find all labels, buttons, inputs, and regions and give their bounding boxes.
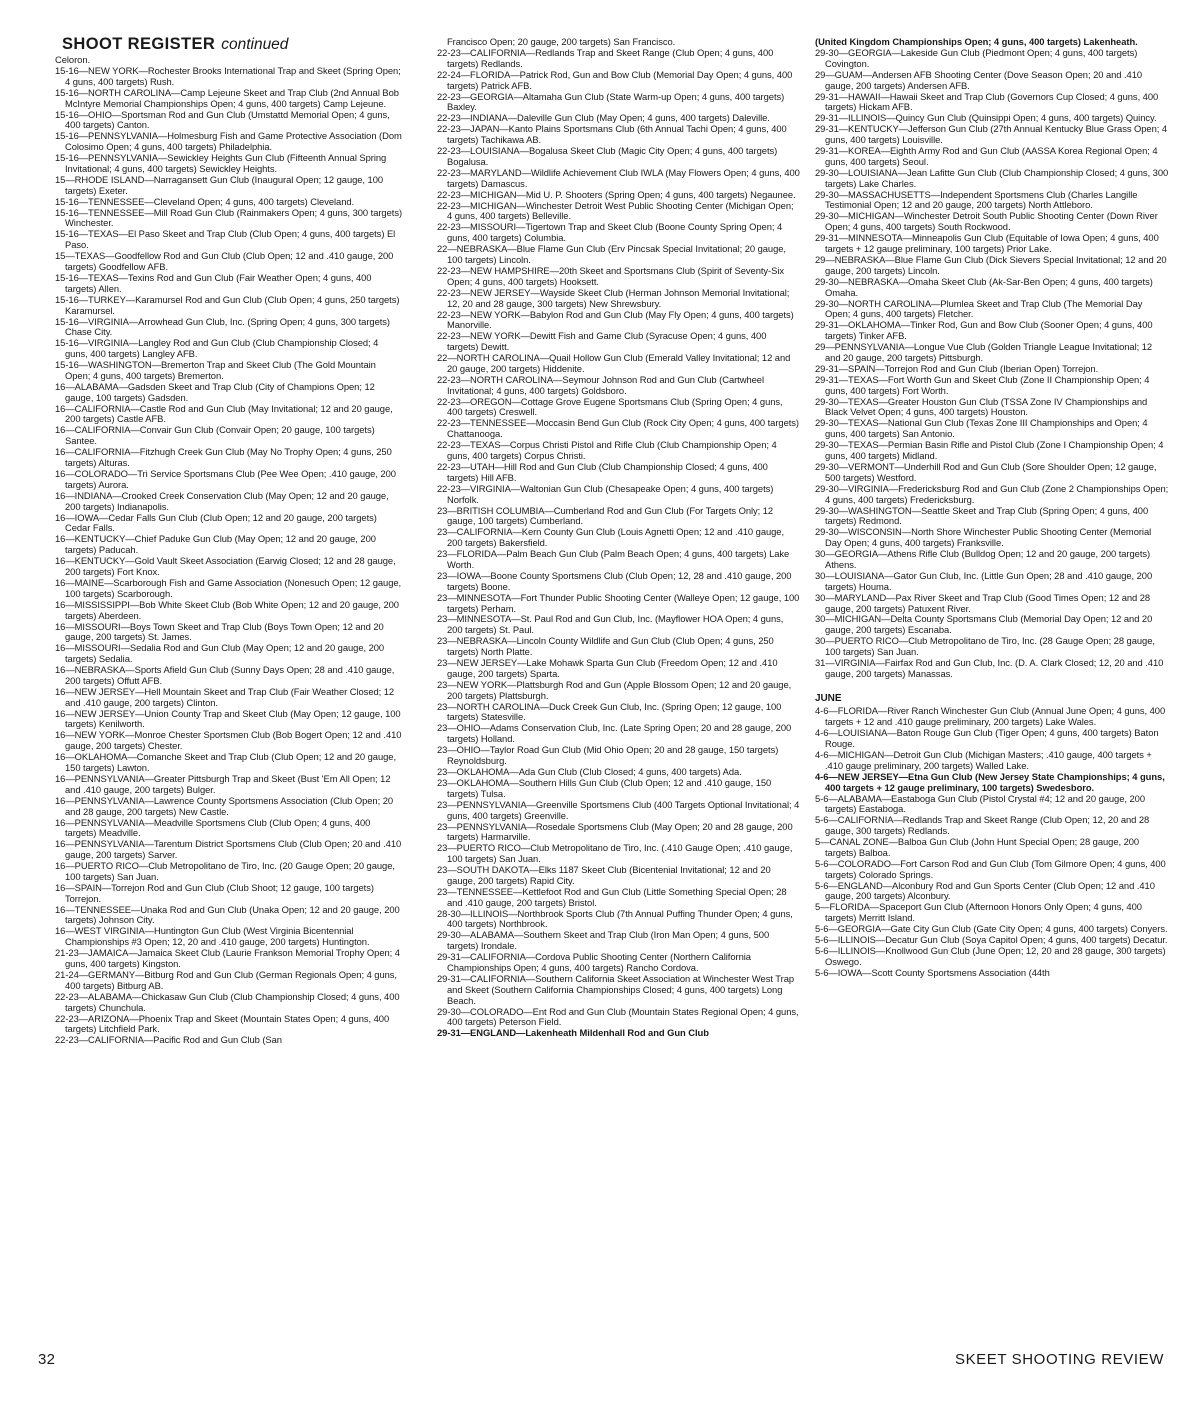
listing-entry: 15-16—TENNESSEE—Mill Road Gun Club (Rainmakers Open; 4 guns, 300 targets) Winchester. [55,206,403,229]
listing-entry: 5-6—CALIFORNIA—Redlands Trap and Skeet Range (Club Open; 12, 20 and 28 gauge, 300 targets) Redlands. [815,814,1150,837]
listing-entry: 22-23—ARIZONA—Phoenix Trap and Skeet (Mountain States Open; 4 guns, 400 targets) Litchfield Park. [55,1012,390,1035]
listing-entry: 16—NEW JERSEY—Union County Trap and Skeet Club (May Open; 12 gauge, 100 targets) Kenilworth. [55,707,401,730]
listing-entry: 23—PENNSYLVANIA—Rosedale Sportsmens Club (May Open; 20 and 28 gauge, 200 targets) Harmarville. [437,820,793,843]
listing-entry-bold: (United Kingdom Championships Open; 4 guns, 400 targets) Lakenheath. [815,36,1138,47]
column-right [815,37,1170,979]
listing-entry-bold: 29-31—ENGLAND—Lakenheath Mildenhall Rod and Gun Club [437,1027,709,1039]
listing-entry: 23—OHIO—Taylor Road Gun Club (Mid Ohio Open; 20 and 28 gauge, 150 targets) Reynoldsburg. [437,744,779,766]
listing-entry: 22-23—MARYLAND—Wildlife Achievement Club IWLA (May Flowers Open; 4 guns, 400 targets) Damascus. [437,166,800,189]
listing-entry: 22-23—OREGON—Cottage Grove Eugene Sportsmans Club (Spring Open; 4 guns, 400 targets) Creswell. [437,395,783,418]
listing-entry: 23—PENNSYLVANIA—Greenville Sportsmens Club (400 Targets Optional Invitational; 4 guns, 400 targets) Greenville. [437,798,800,821]
listing-entry: Celoron. [55,54,91,65]
listing-entry: 22-23—NEW YORK—Dewitt Fish and Game Club (Syracuse Open; 4 guns, 400 targets) Dewitt. [437,330,767,353]
listing-entry: 15—RHODE ISLAND—Narragansett Gun Club (Inaugural Open; 12 gauge, 100 targets) Exeter. [55,173,384,196]
listing-entry: 16—TENNESSEE—Unaka Rod and Gun Club (Unaka Open; 12 and 20 gauge, 200 targets) Johnson City. [55,903,400,926]
listing-entry: 29-30—LOUISIANA—Jean Lafitte Gun Club (Club Championship Closed; 4 guns, 300 targets) Lake Charles. [815,166,1169,189]
listing-entry: 5-6—ENGLAND—Alconbury Rod and Gun Sports Center (Club Open; 12 and .410 gauge, 200 targets) Alconbury. [815,879,1155,902]
listing-entry: 22-23—MICHIGAN—Mid U. P. Shooters (Spring Open; 4 guns, 400 targets) Negaunee. [437,188,796,200]
listing-entry: 30—GEORGIA—Athens Rifle Club (Bulldog Open; 12 and 20 gauge, 200 targets) Athens. [815,548,1151,570]
listing-entry: 29-31—KENTUCKY—Jefferson Gun Club (27th Annual Kentucky Blue Grass Open; 4 guns, 400 targets) Louisville. [815,123,1168,146]
listing-entry: 29-30—VERMONT—Underhill Rod and Gun Club (Sore Shoulder Open; 12 gauge, 500 targets) Westford. [815,461,1157,483]
listing-entry: 29-30—COLORADO—Ent Rod and Gun Club (Mountain States Regional Open; 4 guns, 400 targets) Peterson Field. [437,1005,799,1028]
listing-entry: 29-31—MINNESOTA—Minneapolis Gun Club (Equitable of Iowa Open; 4 guns, 400 targets + 12 gauge preliminary, 100 targets) Prior Lake. [815,232,1159,255]
listing-entry: 16—COLORADO—Tri Service Sportsmans Club (Pee Wee Open; .410 gauge, 200 targets) Aurora. [55,468,396,490]
listing-entry: 23—MINNESOTA—Fort Thunder Public Shooting Center (Walleye Open; 12 gauge, 100 targets) Perham. [437,591,800,614]
listing-entry: Francisco Open; 20 gauge, 200 targets) San Francisco. [447,36,676,47]
listing-entry: 16—CALIFORNIA—Castle Rod and Gun Club (May Invitational; 12 and 20 gauge, 200 targets) Castle AFB. [55,402,393,425]
listing-entry: 4-6—FLORIDA—River Ranch Winchester Gun Club (Annual June Open; 4 guns, 400 targets + 12 and .410 gauge preliminary, 200 targets) Lake Wales. [815,705,1166,728]
listing-entry: 29-30—MICHIGAN—Winchester Detroit South Public Shooting Center (Down River Open; 4 guns, 400 targets) South Rockwood. [815,210,1158,233]
listing-entry: 23—NEW YORK—Plattsburgh Rod and Gun (Apple Blossom Open; 12 and 20 gauge, 200 targets) Plattsburgh. [437,678,792,701]
listing-entry: 29-30—WASHINGTON—Seattle Skeet and Trap Club (Spring Open; 4 guns, 400 targets) Redmond. [815,504,1149,527]
listing-entry: 21-23—JAMAICA—Jamaica Skeet Club (Laurie Frankson Memorial Trophy Open; 4 guns, 400 targets) Kingston. [55,947,400,970]
listing-entry: 16—NEBRASKA—Sports Afield Gun Club (Sunny Days Open; 28 and .410 gauge, 200 targets) Offutt AFB. [55,664,395,686]
listing-entry: 16—OKLAHOMA—Comanche Skeet and Trap Club (Club Open; 12 and 20 gauge, 150 targets) Lawton. [55,751,397,773]
listing-entry: 16—MISSOURI—Boys Town Skeet and Trap Club (Boys Town Open; 12 and 20 gauge, 200 targets) St. James. [55,620,384,643]
listing-entry: 29—NEBRASKA—Blue Flame Gun Club (Dick Sievers Special Invitational; 12 and 20 gauge, 200 targets) Lincoln. [815,254,1167,276]
listing-entry: 29-30—NORTH CAROLINA—Plumlea Skeet and Trap Club (The Memorial Day Open; 4 guns, 400 targets) Fletcher. [815,297,1143,320]
listing-entry: 5—FLORIDA—Spaceport Gun Club (Afternoon Honors Only Open; 4 guns, 400 targets) Merritt Island. [815,901,1142,924]
listing-entry: 29-30—TEXAS—Greater Houston Gun Club (TSSA Zone IV Championships and Black Velvet Open; 4 guns, 400 targets) Houston. [815,395,1148,418]
listing-entry: 22-23—ALABAMA—Chickasaw Gun Club (Club Championship Closed; 4 guns, 400 targets) Chunchula. [55,990,400,1013]
listing-entry: 29-31—TEXAS—Fort Worth Gun and Skeet Club (Zone II Championship Open; 4 guns, 400 targets) Fort Worth. [815,373,1150,396]
section-continued-label: continued [221,36,289,53]
listing-entry: 5-6—ALABAMA—Eastaboga Gun Club (Pistol Crystal #4; 12 and 20 gauge, 200 targets) Eastaboga. [815,792,1145,815]
listing-entry: 15-16—WASHINGTON—Bremerton Trap and Skeet Club (The Gold Mountain Open; 4 guns, 400 targets) Bremerton. [55,359,376,381]
listing-entry: 23—CALIFORNIA—Kern County Gun Club (Louis Agnetti Open; 12 and .410 gauge, 200 targets) Bakersfield. [437,526,785,549]
listing-entry: 16—MISSISSIPPI—Bob White Skeet Club (Bob White Open; 12 and 20 gauge, 200 targets) Aberdeen. [55,598,399,621]
listing-entry: 29-31—OKLAHOMA—Tinker Rod, Gun and Bow Club (Sooner Open; 4 guns, 400 targets) Tinker AFB. [815,319,1153,342]
listing-entry: 16—KENTUCKY—Chief Paduke Gun Club (May Open; 12 and 20 gauge, 200 targets) Paducah. [55,533,376,556]
listing-entry: 22-23—UTAH—Hill Rod and Gun Club (Club Championship Closed; 4 guns, 400 targets) Hill AFB. [437,461,768,483]
listing-entry: 30—LOUISIANA—Gator Gun Club, Inc. (Little Gun Open; 28 and .410 gauge, 200 targets) Houma. [815,569,1153,592]
listing-entry: 16—CALIFORNIA—Fitzhugh Creek Gun Club (May No Trophy Open; 4 guns, 250 targets) Alturas. [55,446,392,469]
listing-entry: 15-16—PENNSYLVANIA—Holmesburg Fish and Game Protective Association (Dom Colosimo Open; 4 guns, 400 targets) Philadelphia. [55,130,402,153]
listing-entry: 29-30—TEXAS—Permian Basin Rifle and Pistol Club (Zone I Championship Open; 4 guns, 400 targets) Midland. [815,439,1164,462]
listing-entry: 16—NEW YORK—Monroe Chester Sportsmen Club (Bob Bogert Open; 12 and .410 gauge, 200 targets) Chester. [55,729,402,752]
listing-entry: 5—CANAL ZONE—Balboa Gun Club (John Hunt Special Open; 28 gauge, 200 targets) Balboa. [815,836,1140,858]
column-middle [437,37,800,1039]
listing-entry: 16—PUERTO RICO—Club Metropolitano de Tiro, Inc. (20 Gauge Open; 20 gauge, 100 targets) San Juan. [55,860,395,882]
listing-entry: 15-16—TEXAS—Texins Rod and Gun Club (Fair Weather Open; 4 guns, 400 targets) Allen. [55,272,372,294]
section-header [62,35,288,54]
listing-entry: 29—PENNSYLVANIA—Longue Vue Club (Golden Triangle League Invitational; 12 and 20 gauge, 200 targets) Pittsburgh. [815,341,1153,363]
listing-entry: 5-6—ILLINOIS—Knollwood Gun Club (June Open; 12, 20 and 28 gauge, 300 targets) Oswego. [815,945,1166,968]
listing-entry: 23—MINNESOTA—St. Paul Rod and Gun Club, Inc. (Mayflower HOA Open; 4 guns, 200 targets) St. Paul. [437,613,784,636]
listing-entry: 22-23—NEW JERSEY—Wayside Skeet Club (Herman Johnson Memorial Invitational; 12, 20 and 28 gauge, 300 targets) New Shrewsbury. [437,286,790,309]
listing-entry: 22-23—NEW YORK—Babylon Rod and Gun Club (May Fly Open; 4 guns, 400 targets) Manorville. [437,308,794,331]
listing-entry: 16—PENNSYLVANIA—Meadville Sportsmens Club (Club Open; 4 guns, 400 targets) Meadville. [55,816,371,839]
listing-entry: 29-30—VIRGINIA—Fredericksburg Rod and Gun Club (Zone 2 Championships Open; 4 guns, 400 targets) Fredericksburg. [815,482,1169,505]
listing-entry: 22-23—CALIFORNIA—Redlands Trap and Skeet Range (Club Open; 4 guns, 400 targets) Redlands. [437,46,774,69]
listing-entry-bold: 4-6—NEW JERSEY—Etna Gun Club (New Jersey State Championships; 4 guns, 400 targets + 12 gauge preliminary, 100 targets) Swedesboro. [815,770,1165,793]
listing-entry: 16—PENNSYLVANIA—Tarentum District Sportsmens Club (Club Open; 20 and .410 gauge, 200 targets) Sarver. [55,838,402,861]
listing-entry: 15-16—NORTH CAROLINA—Camp Lejeune Skeet and Trap Club (2nd Annual Bob McIntyre Memorial Championships Open; 4 guns, 400 targets) Camp Lejeune. [55,86,399,109]
month-heading-june: JUNE [815,692,842,704]
listing-entry: 23—BRITISH COLUMBIA—Cumberland Rod and Gun Club (For Targets Only; 12 gauge, 100 targets) Cumberland. [437,504,774,527]
listing-entry: 29-31—ILLINOIS—Quincy Gun Club (Quinsippi Open; 4 guns, 400 targets) Quincy. [815,112,1157,124]
listing-entry: 16—PENNSYLVANIA—Lawrence County Sportsmens Association (Club Open; 20 and 28 gauge, 200 targets) New Castle. [55,794,394,817]
listing-entry: 16—WEST VIRGINIA—Huntington Gun Club (West Virginia Bicentennial Championships #3 Open; 12, 20 and .410 gauge, 200 targets) Huntington. [55,925,370,948]
page-number: 32 [38,1351,56,1368]
listing-entry: 16—IOWA—Cedar Falls Gun Club (Club Open; 12 and 20 gauge, 200 targets) Cedar Falls. [55,511,377,534]
listing-entry: 23—TENNESSEE—Kettlefoot Rod and Gun Club (Little Something Special Open; 28 and .410 gauge, 200 targets) Bristol. [437,885,787,908]
listing-entry: 23—OKLAHOMA—Ada Gun Club (Club Closed; 4 guns, 400 targets) Ada. [437,765,742,777]
listing-entry: 15-16—NEW YORK—Rochester Brooks International Trap and Skeet (Spring Open; 4 guns, 400 targets) Rush. [55,64,401,87]
listing-entry: 22-23—TEXAS—Corpus Christi Pistol and Rifle Club (Club Championship Open; 4 guns, 400 targets) Corpus Christi. [437,439,777,462]
listing-entry: 23—OKLAHOMA—Southern Hills Gun Club (Club Open; 12 and .410 gauge, 150 targets) Tulsa. [437,776,772,799]
listing-entry: 22-23—MICHIGAN—Winchester Detroit West Public Shooting Center (Michigan Open; 4 guns, 400 targets) Belleville. [437,199,794,222]
listing-entry: 22-23—MISSOURI—Tigertown Trap and Skeet Club (Boone County Spring Open; 4 guns, 400 targets) Columbia. [437,221,783,244]
listing-entry: 4-6—MICHIGAN—Detroit Gun Club (Michigan Masters; .410 gauge, 400 targets + .410 gauge preliminary, 200 targets) Walled Lake. [815,749,1152,771]
listing-entry: 16—INDIANA—Crooked Creek Conservation Club (May Open; 12 and 20 gauge, 200 targets) Indianapolis. [55,489,389,512]
listing-entry: 5-6—GEORGIA—Gate City Gun Club (Gate City Open; 4 guns, 400 targets) Conyers. [815,923,1168,935]
listing-entry: 23—PUERTO RICO—Club Metropolitano de Tiro, Inc. (.410 Gauge Open; .410 gauge, 100 targets) San Juan. [437,842,793,865]
listing-entry: 29-30—GEORGIA—Lakeside Gun Club (Piedmont Open; 4 guns, 400 targets) Covington. [815,46,1138,69]
listing-entry: 22-23—LOUISIANA—Bogalusa Skeet Club (Magic City Open; 4 guns, 400 targets) Bogalusa. [437,145,778,167]
listing-entry: 30—MARYLAND—Pax River Skeet and Trap Club (Good Times Open; 12 and 28 gauge, 200 targets) Patuxent River. [815,591,1151,614]
listing-entry: 15-16—VIRGINIA—Langley Rod and Gun Club (Club Championship Closed; 4 guns, 400 targets) Langley AFB. [55,337,379,360]
listing-entry: 15-16—PENNSYLVANIA—Sewickley Heights Gun Club (Fifteenth Annual Spring Invitational; 4 guns, 400 targets) Sewickley Heights. [55,152,387,174]
listing-entry: 31—VIRGINIA—Fairfax Rod and Gun Club, Inc. (D. A. Clark Closed; 12, 20 and .410 gauge, 200 targets) Manassas. [815,657,1164,679]
listing-entry: 5-6—COLORADO—Fort Carson Rod and Gun Club (Tom Gilmore Open; 4 guns, 400 targets) Colorado Springs. [815,857,1166,880]
section-title: SHOOT REGISTER [62,35,216,53]
listing-entry: 23—NORTH CAROLINA—Duck Creek Gun Club, Inc. (Spring Open; 12 gauge, 100 targets) Statesville. [437,700,782,723]
listing-entry: 22—NORTH CAROLINA—Quail Hollow Gun Club (Emerald Valley Invitational; 12 and 20 gauge, 200 targets) Hiddenite. [437,352,791,374]
listing-entry: 22—NEBRASKA—Blue Flame Gun Club (Erv Pincsak Special Invitational; 20 gauge, 100 targets) Lincoln. [437,243,786,265]
listing-entry: 22-23—TENNESSEE—Moccasin Bend Gun Club (Rock City Open; 4 guns, 400 targets) Chattanooga. [437,417,799,440]
listing-entry: 16—MISSOURI—Sedalia Rod and Gun Club (May Open; 12 and 20 gauge, 200 targets) Sedalia. [55,642,385,665]
listing-entry: 22-23—INDIANA—Daleville Gun Club (May Open; 4 guns, 400 targets) Daleville. [437,112,770,124]
listing-entry: 22-23—NORTH CAROLINA—Seymour Johnson Rod and Gun Club (Cartwheel Invitational; 4 guns, 400 targets) Goldsboro. [437,373,764,396]
listing-entry: 30—MICHIGAN—Delta County Sportsmans Club (Memorial Day Open; 12 and 20 gauge, 200 targets) Escanaba. [815,613,1153,636]
listing-entry: 22-23—NEW HAMPSHIRE—20th Skeet and Sportsmans Club (Spirit of Seventy-Six Open; 4 guns, 400 targets) Hooksett. [437,264,785,287]
listing-entry: 15-16—TEXAS—El Paso Skeet and Trap Club (Club Open; 4 guns, 400 targets) El Paso. [55,228,396,251]
listing-entry: 29-31—SPAIN—Torrejon Rod and Gun Club (Iberian Open) Torrejon. [815,362,1099,374]
listing-entry: 16—KENTUCKY—Gold Vault Skeet Association (Earwig Closed; 12 and 28 gauge, 200 targets) Fort Knox. [55,555,396,577]
column-left [55,55,403,1046]
listing-entry: 16—CALIFORNIA—Convair Gun Club (Convair Open; 20 gauge, 100 targets) Santee. [55,424,375,447]
listing-entry: 16—PENNSYLVANIA—Greater Pittsburgh Trap and Skeet (Bust 'Em All Open; 12 and .410 gauge, 200 targets) Bulger. [55,772,391,795]
listing-entry: 16—SPAIN—Torrejon Rod and Gun Club (Club Shoot; 12 gauge, 100 targets) Torrejon. [55,881,374,904]
listing-entry: 29-31—CALIFORNIA—Southern California Skeet Association at Winchester West Trap and Skeet (Southern California Championships Closed; 4 guns, 400 targets) Long Beach. [437,972,795,1006]
listing-entry: 22-23—VIRGINIA—Waltonian Gun Club (Chesapeake Open; 4 guns, 400 targets) Norfolk. [437,482,774,505]
listing-entry: 29-30—NEBRASKA—Omaha Skeet Club (Ak-Sar-Ben Open; 4 guns, 400 targets) Omaha. [815,275,1153,298]
listing-entry: 22-23—CALIFORNIA—Pacific Rod and Gun Club (San [55,1034,282,1046]
listing-entry: 5-6—IOWA—Scott County Sportsmens Association (44th [815,967,1050,978]
listing-entry: 15-16—OHIO—Sportsman Rod and Gun Club (Umstattd Memorial Open; 4 guns, 400 targets) Canton. [55,108,390,131]
listing-entry: 23—NEW JERSEY—Lake Mohawk Sparta Gun Club (Freedom Open; 12 and .410 gauge, 200 targets) Sparta. [437,657,778,679]
listing-entry: 29-31—HAWAII—Hawaii Skeet and Trap Club (Governors Cup Closed; 4 guns, 400 targets) Hickam AFB. [815,90,1159,113]
listing-entry: 29—GUAM—Andersen AFB Shooting Center (Dove Season Open; 20 and .410 gauge, 200 targets) Andersen AFB. [815,68,1143,91]
listing-entry: 16—ALABAMA—Gadsden Skeet and Trap Club (City of Champions Open; 12 gauge, 100 targets) Gadsden. [55,380,375,403]
listing-entry: 22-23—GEORGIA—Altamaha Gun Club (State Warm-up Open; 4 guns, 400 targets) Baxley. [437,90,785,113]
listing-entry: 22-23—JAPAN—Kanto Plains Sportsmans Club (6th Annual Tachi Open; 4 guns, 400 targets) Tachikawa AB. [437,123,787,146]
publication-name: SKEET SHOOTING REVIEW [954,1351,1164,1368]
listing-entry: 23—FLORIDA—Palm Beach Gun Club (Palm Beach Open; 4 guns, 400 targets) Lake Worth. [437,548,790,570]
listing-entry: 29-31—KOREA—Eighth Army Rod and Gun Club (AASSA Korea Regional Open; 4 guns, 400 targets) Seoul. [815,145,1158,167]
listing-entry: 23—IOWA—Boone County Sportsmens Club (Club Open; 12, 28 and .410 gauge, 200 targets) Boone. [437,569,792,592]
listing-entry: 4-6—LOUISIANA—Baton Rouge Gun Club (Tiger Open; 4 guns, 400 targets) Baton Rouge. [815,727,1159,750]
listing-entry: 23—SOUTH DAKOTA—Elks 1187 Skeet Club (Bicentenial Invitational; 12 and 20 gauge, 200 targets) Rapid City. [437,864,771,886]
listing-entry: 29-30—WISCONSIN—North Shore Winchester Public Shooting Center (Memorial Day Open; 4 guns, 400 targets) Franksville. [815,526,1152,549]
listing-entry: 16—MAINE—Scarborough Fish and Game Association (Nonesuch Open; 12 gauge, 100 targets) Scarborough. [55,576,402,599]
listing-entry: 21-24—GERMANY—Bitburg Rod and Gun Club (German Regionals Open; 4 guns, 400 targets) Bitburg AB. [55,969,397,991]
listing-entry: 22-24—FLORIDA—Patrick Rod, Gun and Bow Club (Memorial Day Open; 4 guns, 400 targets) Patrick AFB. [437,68,793,91]
listing-entry: 29-31—CALIFORNIA—Cordova Public Shooting Center (Northern California Championships Open; 4 guns, 400 targets) Rancho Cordova. [437,951,751,973]
listing-entry: 29-30—ALABAMA—Southern Skeet and Trap Club (Iron Man Open; 4 guns, 500 targets) Irondale. [437,929,770,952]
listing-entry: 15-16—TURKEY—Karamursel Rod and Gun Club (Club Open; 4 guns, 250 targets) Karamursel. [55,293,400,316]
listing-entry: 30—PUERTO RICO—Club Metropolitano de Tiro, Inc. (28 Gauge Open; 28 gauge, 100 targets) San Juan. [815,635,1155,658]
listing-entry: 29-30—TEXAS—National Gun Club (Texas Zone III Championships and Open; 4 guns, 400 targets) San Antonio. [815,417,1148,440]
listing-entry: 15—TEXAS—Goodfellow Rod and Gun Club (Club Open; 12 and .410 gauge, 200 targets) Goodfellow AFB. [55,250,394,273]
listing-entry: 5-6—ILLINOIS—Decatur Gun Club (Soya Capitol Open; 4 guns, 400 targets) Decatur. [815,934,1168,946]
listing-entry: 16—NEW JERSEY—Hell Mountain Skeet and Trap Club (Fair Weather Closed; 12 and .410 gauge, 200 targets) Clinton. [55,685,395,708]
listing-entry: 28-30—ILLINOIS—Northbrook Sports Club (7th Annual Puffing Thunder Open; 4 guns, 400 targets) Northbrook. [437,907,793,930]
listing-entry: 29-30—MASSACHUSETTS—Independent Sportsmens Club (Charles Langille Testimonial Open; 12 and 20 gauge, 200 targets) North Attleboro. [815,188,1138,211]
listing-entry: 15-16—VIRGINIA—Arrowhead Gun Club, Inc. (Spring Open; 4 guns, 300 targets) Chase City. [55,315,391,338]
listing-entry: 15-16—TENNESSEE—Cleveland Open; 4 guns, 400 targets) Cleveland. [55,195,355,207]
listing-entry: 23—NEBRASKA—Lincoln County Wildlife and Gun Club (Club Open; 4 guns, 250 targets) North Platte. [437,635,774,658]
listing-entry: 23—OHIO—Adams Conservation Club, Inc. (Late Spring Open; 20 and 28 gauge, 200 targets) Holland. [437,722,792,745]
